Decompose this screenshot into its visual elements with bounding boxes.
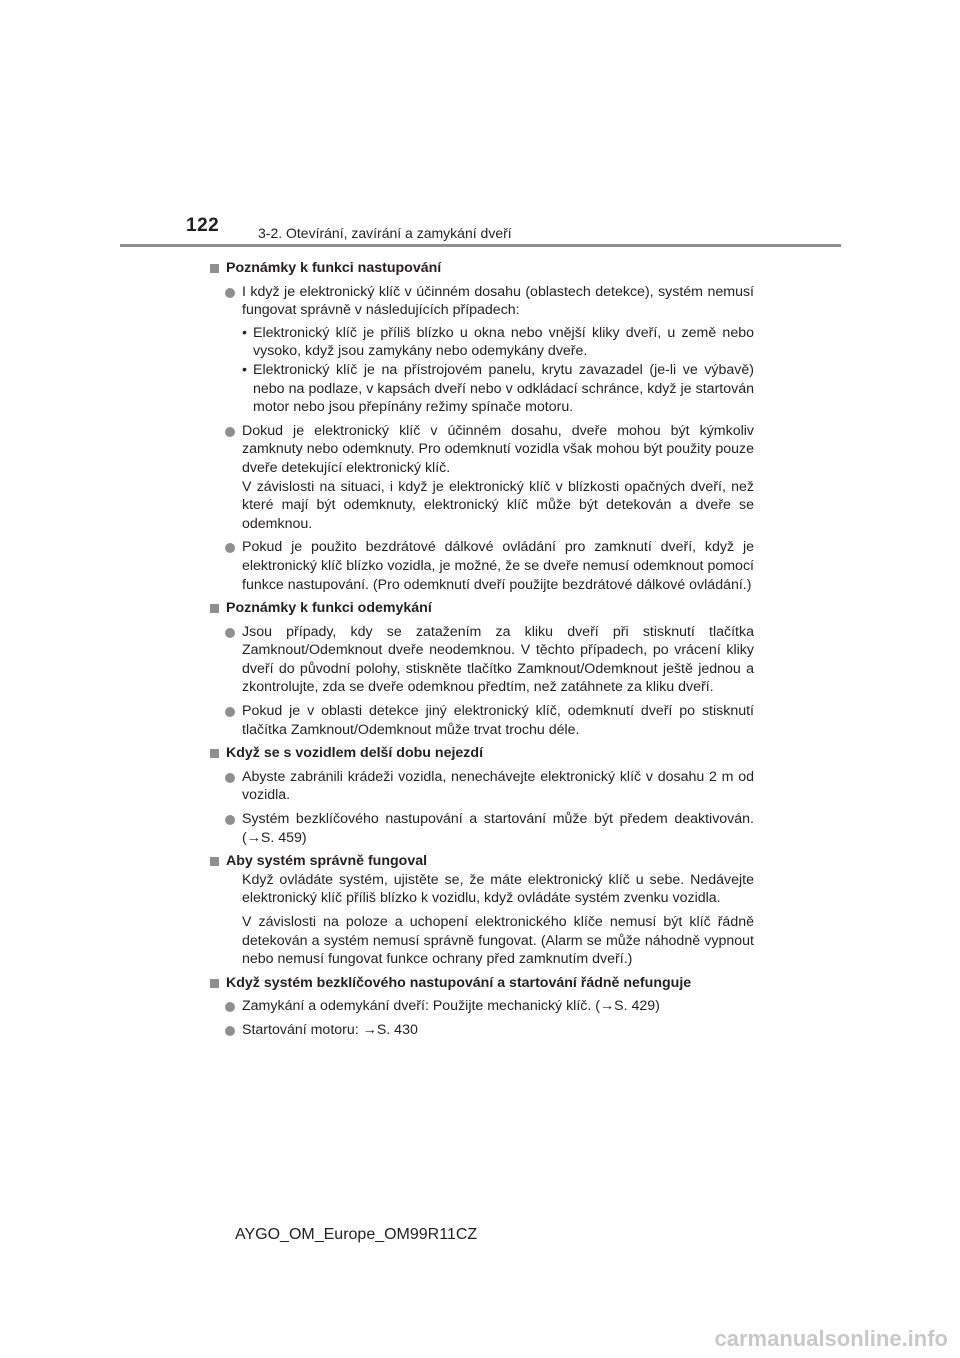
section-title: Poznámky k funkci nastupování [210, 259, 754, 278]
bullet-item: Dokud je elektronický klíč v účinném dosahu, dveře mohou být kýmkoliv zamknuty nebo odemknuty. Pro odemknutí vozidla však mohou být použity pouze dveře detekující elektronický klíč. [210, 422, 754, 478]
round-bullet-icon [225, 1026, 235, 1036]
bullet-item: Startování motoru: →S. 430 [210, 1021, 754, 1040]
chapter-title: 3-2. Otevírání, zavírání a zamykání dveří [258, 225, 512, 241]
bullet-item: Jsou případy, kdy se zatažením za kliku dveří při stisknutí tlačítka Zamknout/Odemknout dveře neodemknou. V těchto případech, po vrácení kliky dveří do původní polohy, stiskněte tlačítko Zamknout/Odemknout ještě jednou a zkontrolujte, zda se dveře odemknou předtím, než zatáhnete za kliku dveří. [210, 623, 754, 697]
bullet-item: Pokud je použito bezdrátové dálkové ovládání pro zamknutí dveří, když je elektronický klíč blízko vozidla, je možné, že se dveře nemusí odemknout pomocí funkce nastupování. (Pro odemknutí dveří použijte bezdrátové dálkové ovládání.) [210, 538, 754, 594]
round-bullet-icon [225, 773, 235, 783]
watermark: carmanualsonline.info [714, 1326, 948, 1351]
round-bullet-icon [225, 1002, 235, 1012]
bullet-item: Pokud je v oblasti detekce jiný elektronický klíč, odemknutí dveří po stisknutí tlačítka Zamknout/Odemknout může trvat trochu déle. [210, 702, 754, 739]
square-bullet-icon [210, 264, 219, 273]
header-rule [120, 244, 841, 247]
bullet-item: Abyste zabránili krádeži vozidla, nenechávejte elektronický klíč v dosahu 2 m od vozidla. [210, 768, 754, 805]
square-bullet-icon [210, 749, 219, 758]
bullet-item: Zamykání a odemykání dveří: Použijte mechanický klíč. (→S. 429) [210, 997, 754, 1016]
bullet-continuation: V závislosti na situaci, i když je elektronický klíč v blízkosti opačných dveří, než které mají být odemknuty, elektronický klíč může být detekován a dveře se odemknou. [242, 478, 754, 532]
section-title: Když se s vozidlem delší dobu nejezdí [210, 744, 754, 763]
page-number: 122 [186, 215, 220, 236]
square-bullet-icon [210, 604, 219, 613]
page-content [210, 254, 754, 1040]
square-bullet-icon [210, 857, 219, 866]
sub-item: • Elektronický klíč je příliš blízko u okna nebo vnější kliky dveří, u země nebo vysoko, když jsou zamykány nebo odemykány dveře. [242, 324, 754, 360]
round-bullet-icon [225, 543, 235, 553]
bullet-item: Systém bezklíčového nastupování a startování může být předem deaktivován. (→S. 459) [210, 810, 754, 847]
section-title: Aby systém správně fungoval [210, 852, 754, 871]
round-bullet-icon [225, 427, 235, 437]
dot-marker-icon: • [242, 361, 247, 378]
document-code: AYGO_OM_Europe_OM99R11CZ [235, 1226, 478, 1243]
section-title: Když systém bezklíčového nastupování a startování řádně nefunguje [210, 974, 754, 993]
square-bullet-icon [210, 979, 219, 988]
dot-marker-icon: • [242, 324, 247, 341]
paragraph: V závislosti na poloze a uchopení elektronického klíče nemusí být klíč řádně detekován a systém nemusí správně fungovat. (Alarm se může náhodně vypnout nebo nemusí fungovat funkce ochrany před zamknutím dveří.) [242, 914, 754, 968]
round-bullet-icon [225, 288, 235, 298]
round-bullet-icon [225, 628, 235, 638]
round-bullet-icon [225, 707, 235, 717]
paragraph: Když ovládáte systém, ujistěte se, že máte elektronický klíč u sebe. Nedávejte elektronický klíč příliš blízko k vozidlu, když ovládáte systém zvenku vozidla. [242, 871, 754, 907]
round-bullet-icon [225, 815, 235, 825]
bullet-item: I když je elektronický klíč v účinném dosahu (oblastech detekce), systém nemusí fungovat správně v následujících případech: [210, 283, 754, 320]
section-title: Poznámky k funkci odemykání [210, 599, 754, 618]
sub-item: • Elektronický klíč je na přístrojovém panelu, krytu zavazadel (je-li ve výbavě) nebo na podlaze, v kapsách dveří nebo v odkládací schránce, když je startován motor nebo jsou přepínány režimy spínače motoru. [242, 361, 754, 416]
